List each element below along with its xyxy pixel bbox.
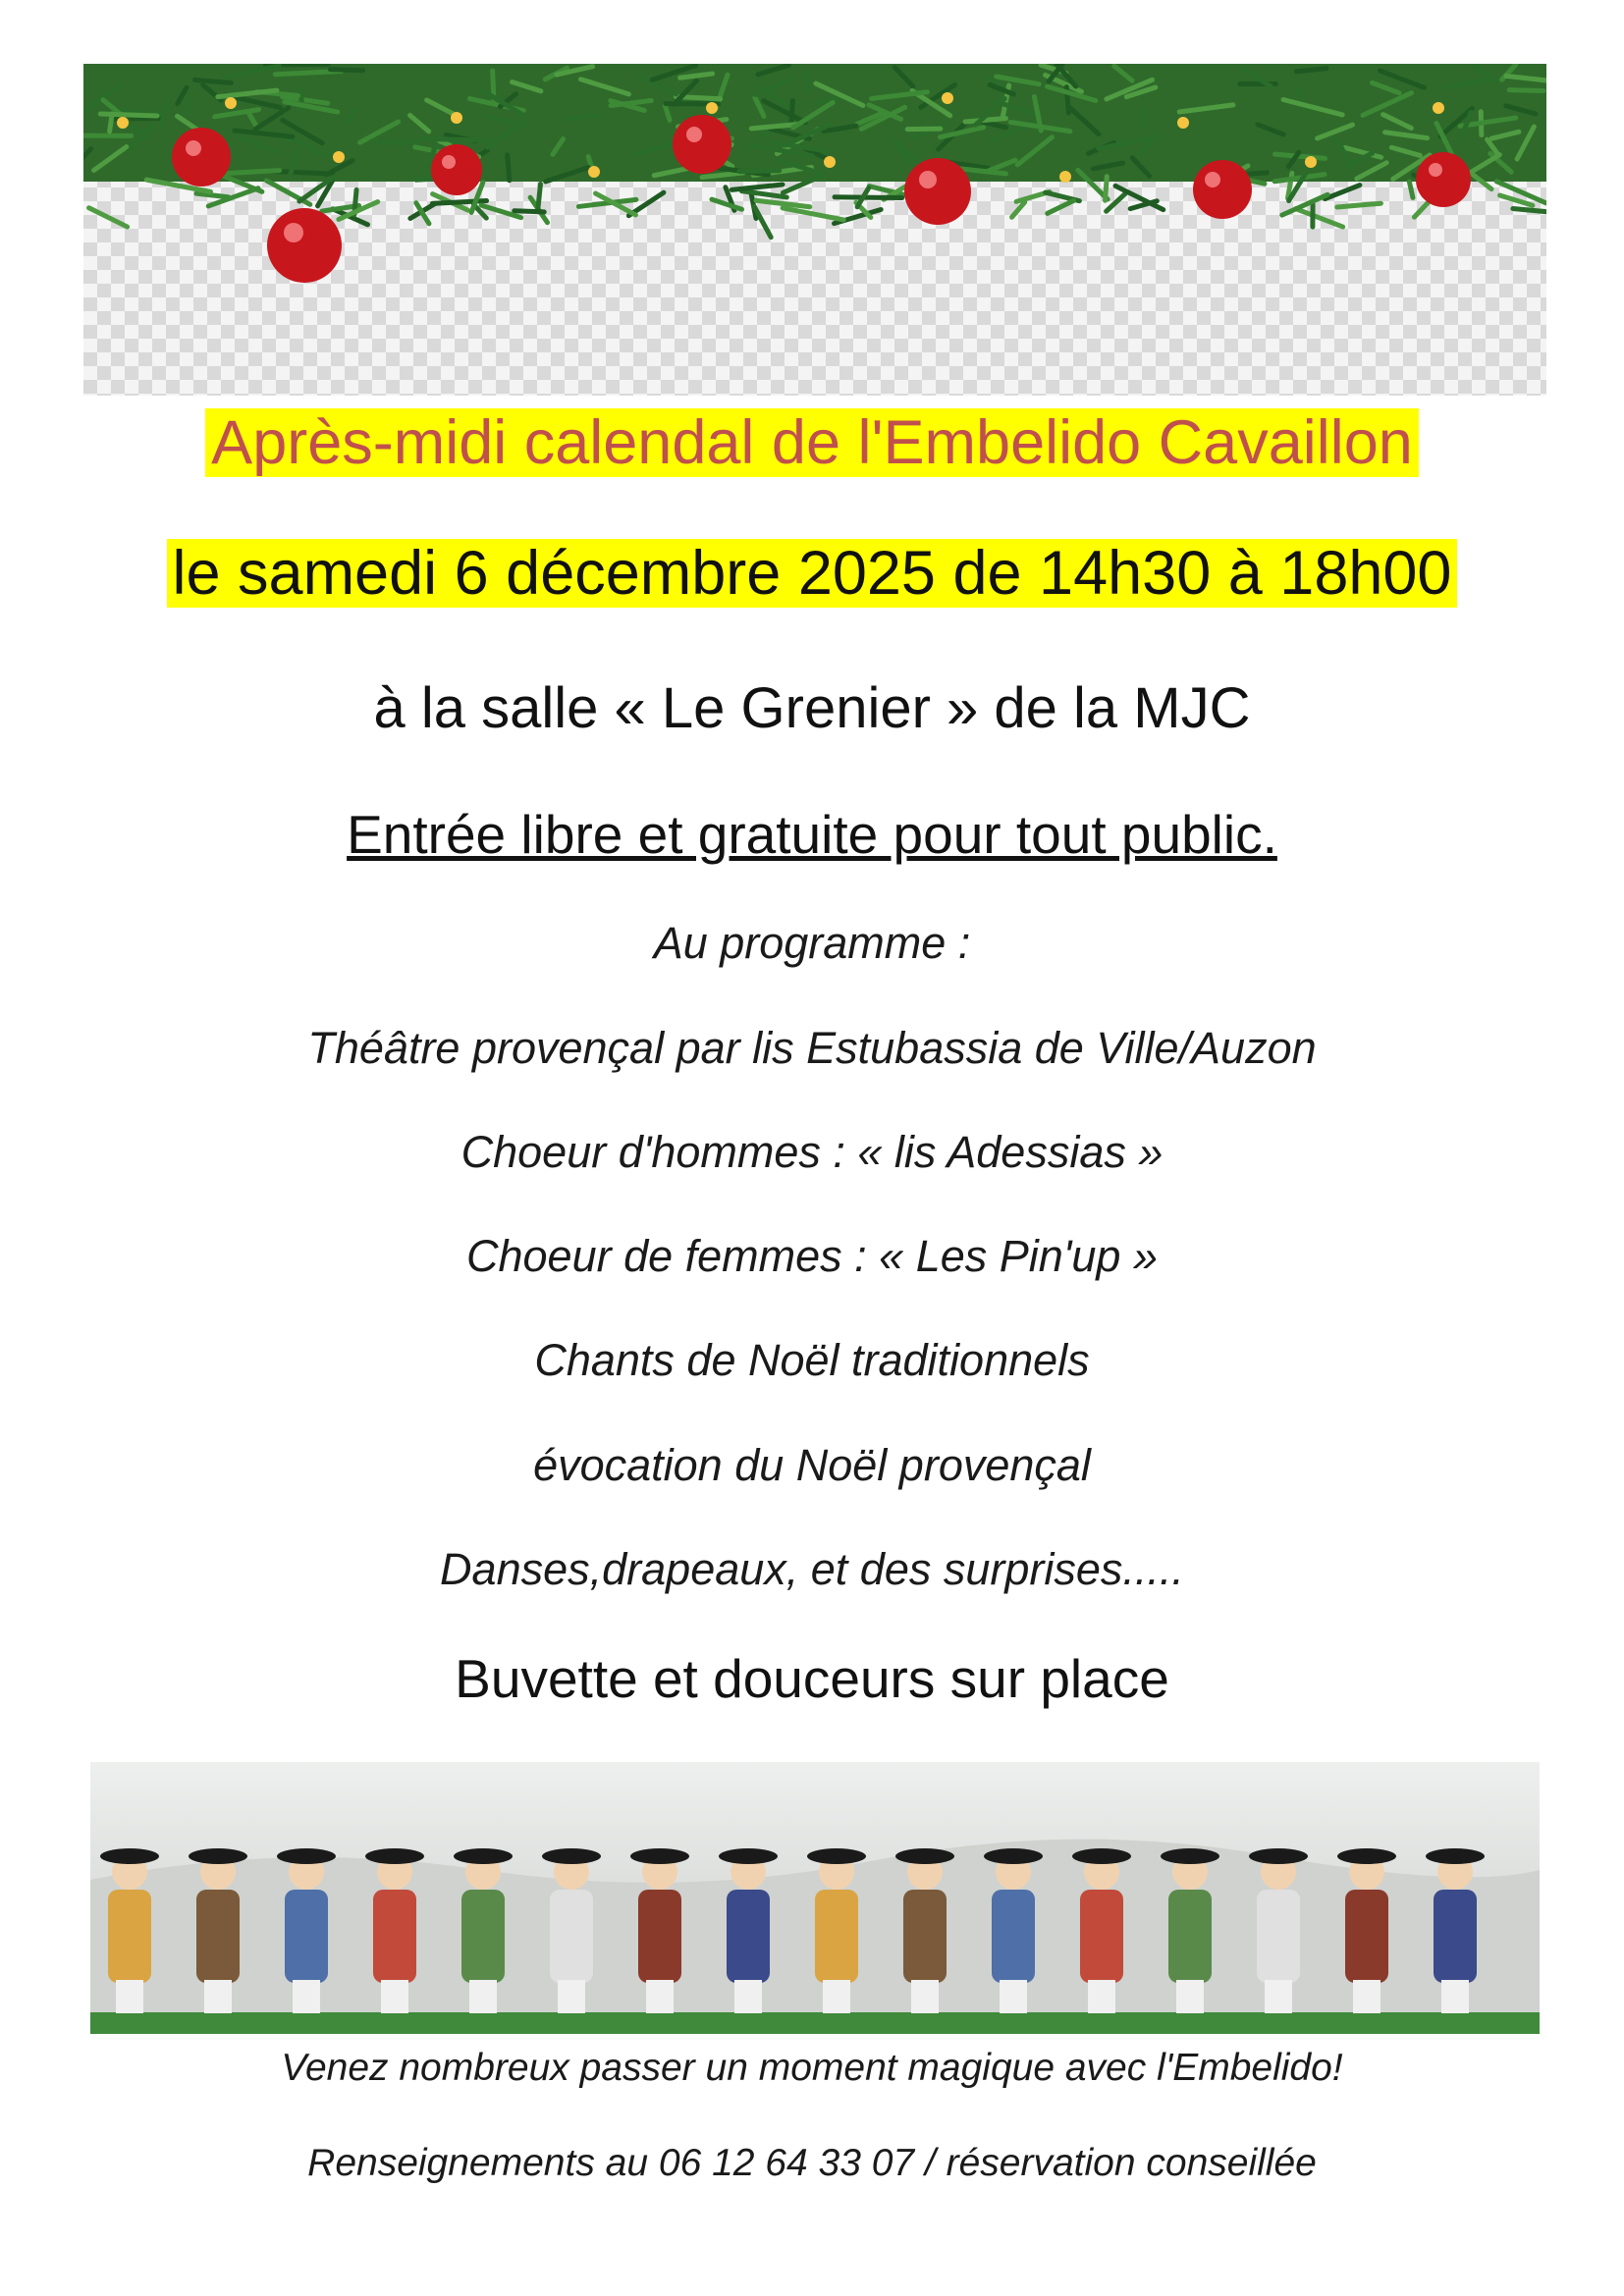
christmas-garland-image <box>83 64 1546 396</box>
event-date: le samedi 6 décembre 2025 de 14h30 à 18h00 <box>0 538 1624 609</box>
program-heading: Au programme : <box>653 918 971 968</box>
program-item: Théâtre provençal par lis Estubassia de Ville/Auzon <box>307 1023 1317 1073</box>
program-item: Danses,drapeaux, et des surprises..... <box>440 1544 1184 1594</box>
program-item: Choeur d'hommes : « lis Adessias » <box>460 1127 1164 1177</box>
provencal-figures-image <box>90 1762 1540 2034</box>
entry-info: Entrée libre et gratuite pour tout public. <box>347 804 1277 865</box>
buvette-info: Buvette et douceurs sur place <box>455 1648 1169 1709</box>
garland-illustration <box>83 64 1546 396</box>
event-title: Après-midi calendal de l'Embelido Cavaillon <box>0 407 1624 478</box>
program-item: Choeur de femmes : « Les Pin'up » <box>466 1231 1158 1281</box>
santons-illustration <box>90 1762 1540 2034</box>
footer-invite: Venez nombreux passer un moment magique avec l'Embelido! <box>281 2047 1343 2089</box>
event-venue: à la salle « Le Grenier » de la MJC <box>373 676 1251 740</box>
program-item: évocation du Noël provençal <box>533 1440 1091 1490</box>
program-item: Chants de Noël traditionnels <box>534 1335 1090 1385</box>
footer-contact: Renseignements au 06 12 64 33 07 / réservation conseillée <box>307 2142 1317 2184</box>
